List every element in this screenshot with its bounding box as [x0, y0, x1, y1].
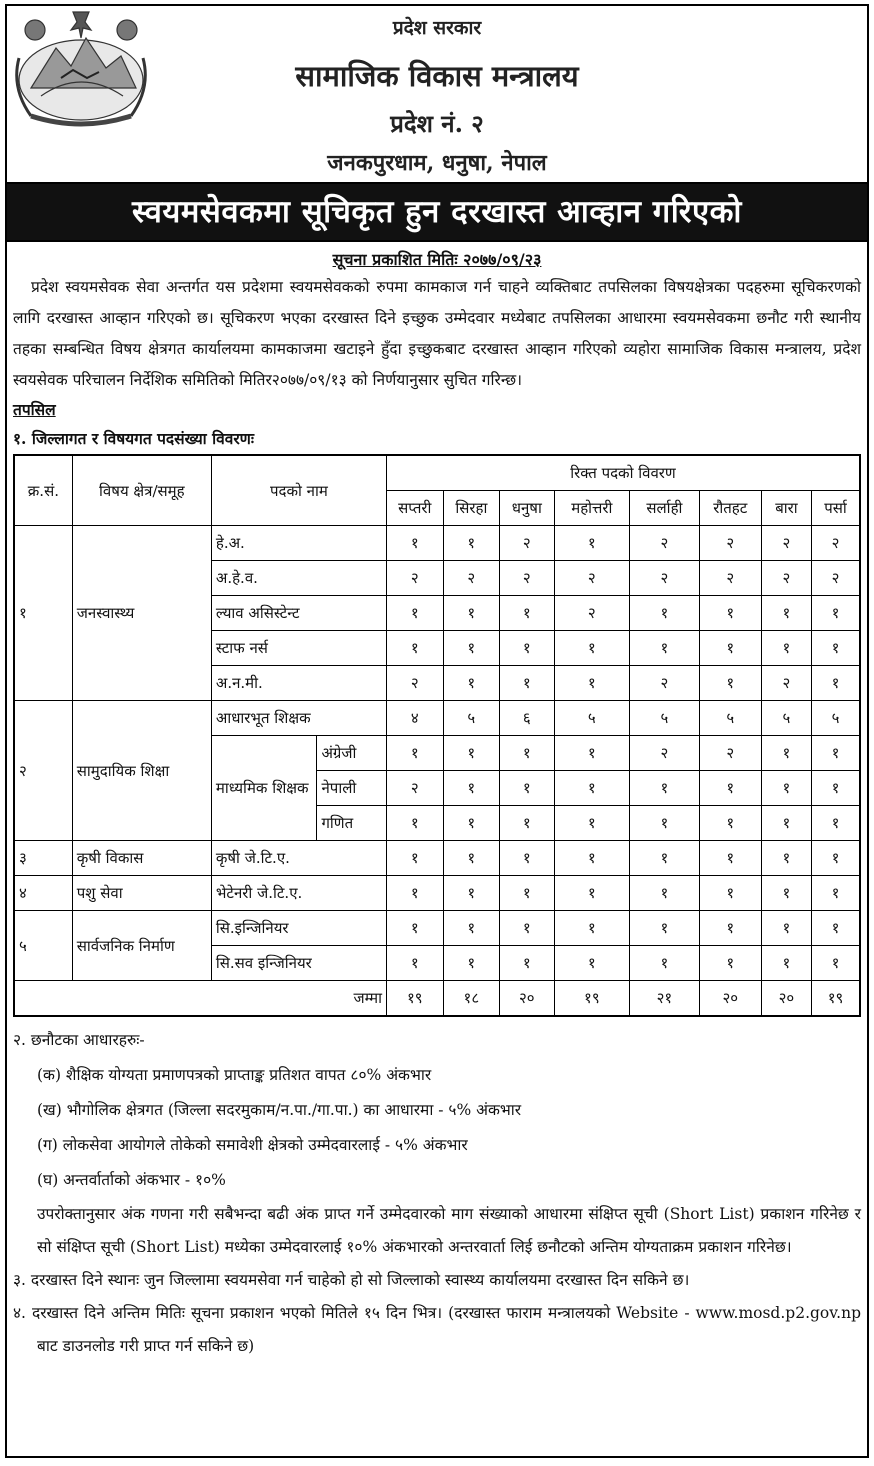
vacancy-count: १: [386, 841, 443, 876]
vacancy-count: १: [386, 946, 443, 981]
total-count: १९: [386, 981, 443, 1017]
header-sn: क्र.सं.: [14, 455, 72, 526]
vacancy-count: २: [630, 666, 700, 701]
vacancy-count: १: [386, 876, 443, 911]
vacancy-count: १: [630, 771, 700, 806]
vacancy-count: २: [812, 526, 860, 561]
post-name: अ.हे.व.: [211, 561, 386, 596]
vacancy-count: २: [699, 561, 761, 596]
vacancy-count: १: [500, 806, 555, 841]
vacancy-count: १: [443, 596, 499, 631]
vacancy-count: १: [500, 841, 555, 876]
vacancy-count: २: [500, 561, 555, 596]
publish-date-text: सूचना प्रकाशित मितिः २०७७/०९/२३: [332, 250, 542, 269]
post-name: कृषी जे.टि.ए.: [211, 841, 386, 876]
vacancy-count: २: [443, 561, 499, 596]
vacancy-count: १: [386, 596, 443, 631]
total-count: २०: [699, 981, 761, 1017]
vacancy-count: १: [699, 911, 761, 946]
vacancy-count: १: [812, 841, 860, 876]
vacancy-count: २: [761, 526, 811, 561]
section1-title: १. जिल्लागत र विषयगत पदसंख्या विवरणः: [13, 429, 255, 448]
table-header-row: [14, 455, 860, 491]
group-subject: कृषी विकास: [72, 841, 211, 876]
vacancy-count: १: [761, 876, 811, 911]
vacancy-count: १: [761, 946, 811, 981]
vacancy-count: २: [630, 561, 700, 596]
vacancy-count: २: [699, 736, 761, 771]
vacancy-count: १: [812, 946, 860, 981]
vacancy-count: १: [630, 806, 700, 841]
vacancy-count: १: [812, 666, 860, 701]
group-subject: सामुदायिक शिक्षा: [72, 701, 211, 841]
vacancy-count: १: [630, 946, 700, 981]
header-district: धनुषा: [500, 491, 555, 526]
vacancy-count: ५: [699, 701, 761, 736]
vacancy-count: १: [554, 911, 630, 946]
vacancy-count: १: [500, 771, 555, 806]
vacancy-count: ५: [630, 701, 700, 736]
total-count: १९: [554, 981, 630, 1017]
vacancy-count: १: [443, 666, 499, 701]
vacancy-count: १: [500, 631, 555, 666]
vacancy-count: १: [630, 841, 700, 876]
vacancy-count: १: [699, 841, 761, 876]
header-district: महोत्तरी: [554, 491, 630, 526]
vacancy-count: १: [812, 911, 860, 946]
vacancy-count: ५: [761, 701, 811, 736]
table-row: [14, 701, 860, 736]
vacancy-count: १: [443, 736, 499, 771]
vacancy-count: १: [554, 946, 630, 981]
header-district: रौतहट: [699, 491, 761, 526]
publish-date: [13, 248, 861, 272]
vacancy-count: १: [761, 771, 811, 806]
vacancy-count: १: [554, 841, 630, 876]
header-district: बारा: [761, 491, 811, 526]
vacancy-count: १: [554, 876, 630, 911]
vacancy-count: १: [761, 806, 811, 841]
post-name: आधारभूत शिक्षक: [211, 701, 386, 736]
vacancy-count: १: [443, 806, 499, 841]
group-sn: ४: [14, 876, 72, 911]
vacancy-count: २: [812, 561, 860, 596]
vacancy-count: १: [812, 631, 860, 666]
government-heading: प्रदेश सरकार: [392, 17, 482, 39]
post-name: गणित: [317, 806, 387, 841]
vacancy-count: २: [699, 526, 761, 561]
vacancy-count: १: [630, 596, 700, 631]
selection-criteria: [13, 1023, 861, 1363]
vacancy-count: १: [500, 946, 555, 981]
vacancy-count: १: [386, 736, 443, 771]
post-name: अ.न.मी.: [211, 666, 386, 701]
vacancy-count: १: [443, 771, 499, 806]
secondary-teacher-label: माध्यमिक शिक्षक: [211, 736, 317, 841]
vacancy-count: १: [761, 631, 811, 666]
vacancy-count: २: [630, 526, 700, 561]
header-district: पर्सा: [812, 491, 860, 526]
table-row: [14, 841, 860, 876]
vacancy-count: १: [761, 841, 811, 876]
post-name: ल्याव असिस्टेन्ट: [211, 596, 386, 631]
vacancy-count: १: [500, 876, 555, 911]
criteria-item: (ख) भौगोलिक क्षेत्रगत (जिल्ला सदरमुकाम/न.पा./गा.पा.) का आधारमा - ५% अंकभार: [37, 1101, 522, 1119]
post-name: स्टाफ नर्स: [211, 631, 386, 666]
header-post: पदको नाम: [211, 455, 386, 526]
vacancy-count: १: [761, 596, 811, 631]
vacancy-count: १: [443, 841, 499, 876]
vacancy-count: १: [554, 526, 630, 561]
vacancy-count: २: [761, 561, 811, 596]
vacancy-count: १: [761, 736, 811, 771]
group-sn: १: [14, 526, 72, 701]
notice-title: स्वयमसेवकमा सूचिकृत हुन दरखास्त आव्हान गरिएको: [7, 184, 867, 242]
address-heading: जनकपुरधाम, धनुषा, नेपाल: [327, 150, 547, 176]
notice-header: [7, 6, 867, 184]
post-name: सि.सव इन्जिनियर: [211, 946, 386, 981]
group-sn: ३: [14, 841, 72, 876]
shortlist-paragraph: उपरोक्तानुसार अंक गणना गरी सबैभन्दा बढी अंक प्राप्त गर्ने उम्मेदवारको माग संख्याको आधारमा संक्षिप्त सूची (Short List) प्रकाशन गरिनेछ र सो संक्षिप्त सूची (Short List) मध्येका उम्मेदवारलाई १०% अंकभारको अन्तरवार्ता लिई छनौटको अन्तिम योग्यताक्रम प्रकाशन गरिनेछ।: [37, 1205, 861, 1256]
criteria-item: (ग) लोकसेवा आयोगले तोकेको समावेशी क्षेत्रको उम्मेदवारलाई - ५% अंकभार: [37, 1136, 468, 1154]
total-count: १८: [443, 981, 499, 1017]
vacancy-count: १: [500, 666, 555, 701]
vacancy-count: १: [630, 876, 700, 911]
vacancy-count: १: [554, 736, 630, 771]
header-district: सिरहा: [443, 491, 499, 526]
vacancy-count: २: [386, 561, 443, 596]
total-row: [14, 981, 860, 1017]
vacancy-count: १: [699, 596, 761, 631]
vacancy-count: ५: [443, 701, 499, 736]
vacancy-count: १: [443, 911, 499, 946]
notice-page: [5, 4, 869, 1458]
vacancy-count: १: [554, 771, 630, 806]
vacancy-count: २: [630, 736, 700, 771]
post-name: नेपाली: [317, 771, 387, 806]
post-name: भेटेनरी जे.टि.ए.: [211, 876, 386, 911]
vacancy-count: १: [443, 876, 499, 911]
vacancy-count: १: [386, 631, 443, 666]
vacancy-count: २: [761, 666, 811, 701]
section4-paragraph: ४. दरखास्त दिने अन्तिम मितिः सूचना प्रकाशन भएको मितिले १५ दिन भित्र। (दरखास्त फाराम मन्त्रालयको Website - www.mosd.p2.gov.np बाट डाउनलोड गरी प्राप्त गर्न सकिने छ): [13, 1304, 861, 1355]
vacancy-count: १: [812, 771, 860, 806]
vacancy-count: १: [500, 911, 555, 946]
vacancy-count: १: [443, 946, 499, 981]
header-subject: विषय क्षेत्र/समूह: [72, 455, 211, 526]
notice-body: [7, 248, 867, 1363]
group-subject: पशु सेवा: [72, 876, 211, 911]
criteria-item: (घ) अन्तर्वार्ताको अंकभार - १०%: [37, 1171, 226, 1189]
province-heading: प्रदेश नं. २: [390, 109, 484, 138]
total-count: १९: [812, 981, 860, 1017]
header-vacancy: रिक्त पदको विवरण: [386, 455, 860, 491]
vacancy-count: २: [386, 771, 443, 806]
vacancy-count: १: [761, 911, 811, 946]
vacancy-count: १: [554, 666, 630, 701]
total-count: २०: [500, 981, 555, 1017]
vacancy-count: ५: [554, 701, 630, 736]
section3-paragraph: ३. दरखास्त दिने स्थानः जुन जिल्लामा स्वयमसेवा गर्न चाहेको हो सो जिल्लाको स्वास्थ्य कार्यालयमा दरखास्त दिन सकिने छ।: [13, 1271, 690, 1289]
post-name: हे.अ.: [211, 526, 386, 561]
vacancy-count: १: [500, 736, 555, 771]
vacancy-count: २: [554, 561, 630, 596]
vacancy-count: १: [386, 806, 443, 841]
vacancy-count: १: [630, 631, 700, 666]
tapsil-label: तपसिल: [13, 400, 56, 419]
vacancy-count: ६: [500, 701, 555, 736]
ministry-heading: सामाजिक विकास मन्त्रालय: [295, 59, 579, 93]
vacancy-count: १: [699, 666, 761, 701]
group-sn: ५: [14, 911, 72, 981]
vacancy-count: १: [812, 806, 860, 841]
vacancy-count: १: [812, 736, 860, 771]
vacancy-count: १: [443, 631, 499, 666]
criteria-item: (क) शैक्षिक योग्यता प्रमाणपत्रको प्राप्ताङ्क प्रतिशत वापत ८०% अंकभार: [37, 1066, 432, 1084]
post-name: अंग्रेजी: [317, 736, 387, 771]
group-sn: २: [14, 701, 72, 841]
vacancy-table: [13, 454, 861, 1017]
table-row: [14, 911, 860, 946]
vacancy-count: १: [386, 526, 443, 561]
table-row: [14, 526, 860, 561]
vacancy-count: २: [386, 666, 443, 701]
vacancy-count: १: [812, 596, 860, 631]
vacancy-count: १: [699, 771, 761, 806]
post-name: सि.इन्जिनियर: [211, 911, 386, 946]
intro-paragraph: प्रदेश स्वयमसेवक सेवा अन्तर्गत यस प्रदेशमा स्वयमसेवकको रुपमा कामकाज गर्न चाहने व्यक्तिबाट तपसिलका विषयक्षेत्रका पदहरुमा सूचिकरणको लागि दरखास्त आव्हान गरिएको छ। सूचिकरण भएका दरखास्त दिने इच्छुक उम्मेदवार मध्येबाट तपसिलका आधारमा स्वयमसेवकमा छनौट गरी स्थानीय तहका सम्बन्धित विषय क्षेत्रगत कार्यालयमा कामकाजमा खटाइने हुँदा इच्छुकबाट दरखास्त आव्हान गरिएको व्यहोरा सामाजिक विकास मन्त्रालय, प्रदेश स्वयसेवक परिचालन निर्देशिक समितिको मितिर२०७७/०९/१३ को निर्णयानुसार सुचित गरिन्छ।: [13, 278, 861, 389]
vacancy-count: ५: [812, 701, 860, 736]
group-subject: सार्वजनिक निर्माण: [72, 911, 211, 981]
group-subject: जनस्वास्थ्य: [72, 526, 211, 701]
vacancy-count: २: [500, 526, 555, 561]
header-district: सर्लाही: [630, 491, 700, 526]
header-district: सप्तरी: [386, 491, 443, 526]
vacancy-count: १: [699, 946, 761, 981]
vacancy-count: १: [699, 876, 761, 911]
vacancy-count: १: [443, 526, 499, 561]
total-label: जम्मा: [14, 981, 386, 1017]
vacancy-count: १: [554, 631, 630, 666]
vacancy-count: १: [699, 806, 761, 841]
vacancy-count: १: [500, 596, 555, 631]
vacancy-count: ४: [386, 701, 443, 736]
vacancy-count: १: [630, 911, 700, 946]
vacancy-count: १: [812, 876, 860, 911]
total-count: २१: [630, 981, 700, 1017]
table-row: [14, 876, 860, 911]
vacancy-count: १: [554, 806, 630, 841]
vacancy-count: १: [386, 911, 443, 946]
vacancy-count: १: [699, 631, 761, 666]
vacancy-count: २: [554, 596, 630, 631]
total-count: २०: [761, 981, 811, 1017]
section2-title: २. छनौटका आधारहरुः-: [13, 1031, 145, 1049]
